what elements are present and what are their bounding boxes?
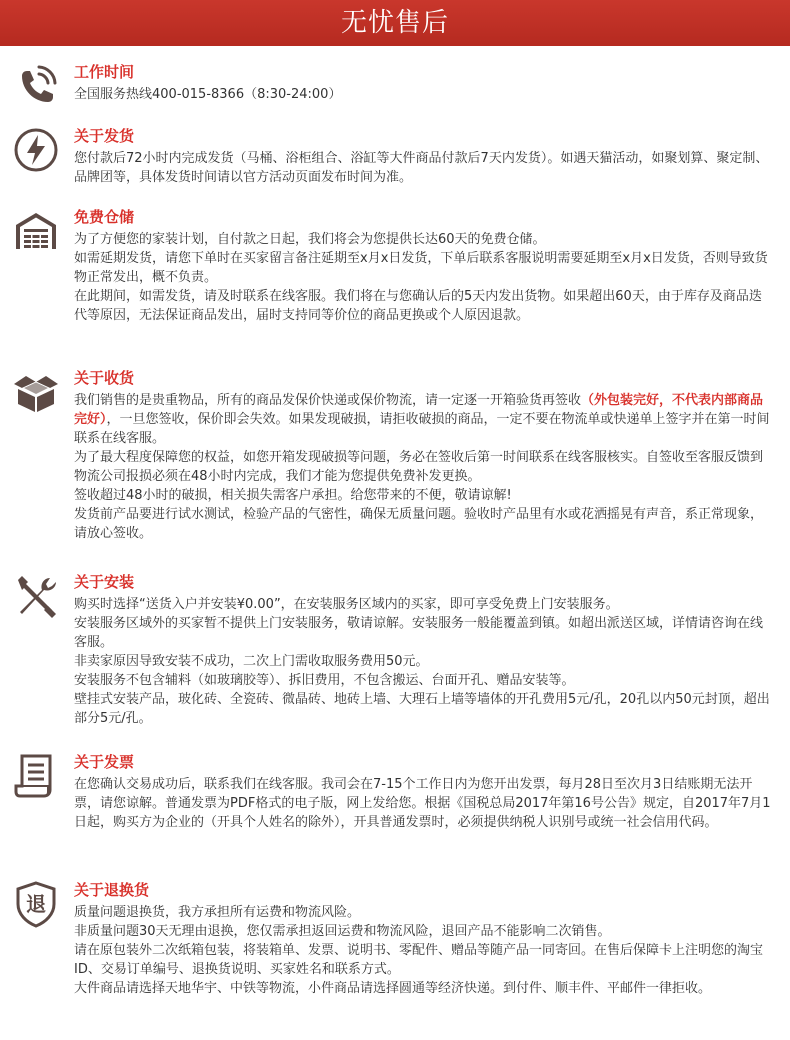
return-shield-icon [12,880,60,928]
section-title: 关于退换货 [74,881,150,899]
lightning-icon [12,126,60,174]
section-paragraph: 大件商品请选择天地华宇、中铁等物流，小件商品请选择圆通等经济快递。到付件、顺丰件、平邮件一律拒收。 [74,981,712,996]
banner-title: 无忧售后 [340,8,449,38]
section-paragraph: 全国服务热线400-015-8366（8:30-24:00） [74,87,342,102]
section-paragraph: 您付款后72小时内完成发货（马桶、浴柜组合、浴缸等大件商品付款后7天内发货）。如遇天猫活动，如聚划算、聚定制、品牌团等，具体发货时间请以官方活动页面发布时间为准。 [74,151,769,185]
section-content [74,62,772,104]
box-icon [12,368,60,416]
section-paragraph: 壁挂式安装产品，玻化砖、全瓷砖、微晶砖、地砖上墙、大理石上墙等墙体的开孔费用5元/孔，20孔以内50元封顶，超出部分5元/孔。 [74,692,770,726]
section-paragraph [74,391,772,448]
section-paragraph: 在您确认交易成功后，联系我们在线客服。我司会在7-15个工作日内为您开出发票，每月28日至次月3日结账期无法开票，请您谅解。普通发票为PDF格式的电子版，网上发给您。根据《国税总局2017年第16号公告》规定，自2017年7月1日起，购买方为企业的（开具个人姓名的除外），开具普通发票时，必须提供纳税人识别号或统一社会信用代码。 [74,777,771,830]
section-title: 关于发票 [74,753,135,771]
paragraph-text: ，一旦您签收，保价即会失效。如果发现破损，请拒收破损的商品，一定不要在物流单或快递单上签字并在第一时间联系在线客服。 [74,412,770,446]
section-title: 关于安装 [74,573,135,591]
section-paragraph: 非质量问题30天无理由退换，您仅需承担返回运费和物流风险，退回产品不能影响二次销售。 [74,924,611,939]
section-content [74,572,772,728]
section-content [74,368,772,543]
section-content [74,207,772,325]
section-content [74,880,772,998]
section-paragraph: 为了方便您的家装计划，自付款之日起，我们将会为您提供长达60天的免费仓储。 [74,232,546,247]
highlight-text: （外包装完好，不代表内部商品完好） [74,393,764,427]
section-title: 免费仓储 [74,208,135,226]
section-paragraph: 购买时选择“送货入户并安装¥0.00”，在安装服务区域内的买家，即可享受免费上门安装服务。 [74,597,619,612]
section-paragraph: 安装服务区域外的买家暂不提供上门安装服务，敬请谅解。安装服务一般能覆盖到镇。如超出派送区域，详情请咨询在线客服。 [74,616,764,650]
section-title: 关于发货 [74,127,135,145]
section-paragraph: 非卖家原因导致安装不成功，二次上门需收取服务费用50元。 [74,654,429,669]
warehouse-icon [12,207,60,255]
section-paragraph: 质量问题退换货，我方承担所有运费和物流风险。 [74,905,361,920]
section-paragraph: 在此期间，如需发货，请及时联系在线客服。我们将在与您确认后的5天内发出货物。如果超出60天，由于库存及商品迭代等原因，无法保证商品发出，届时支持同等价位的商品更换或个人原因退款。 [74,289,762,323]
section-paragraph: 发货前产品要进行试水测试，检验产品的气密性，确保无质量问题。验收时产品里有水或花洒摇晃有声音，系正常现象，请放心签收。 [74,507,764,541]
phone-icon [12,62,60,110]
section-title: 关于收货 [74,369,135,387]
section-paragraph: 为了最大程度保障您的权益，如您开箱发现破损等问题，务必在签收后第一时间联系在线客服核实。自签收至客服反馈到物流公司报损必须在48小时内完成，我们才能为您提供免费补发更换。 [74,450,764,484]
tools-icon [12,572,60,620]
section-paragraph: 签收超过48小时的破损，相关损失需客户承担。给您带来的不便，敬请谅解! [74,488,512,503]
section-paragraph: 安装服务不包含辅料（如玻璃胶等）、拆旧费用，不包含搬运、台面开孔、赠品安装等。 [74,673,575,688]
section-paragraph: 如需延期发货，请您下单时在买家留言备注延期至x月x日发货，下单后联系客服说明需要延期至x月x日发货，否则导致货物正常发出，概不负责。 [74,251,768,285]
paragraph-text: 我们销售的是贵重物品，所有的商品发保价快递或保价物流，请一定逐一开箱验货再签收 [74,393,582,408]
section-content [74,126,772,187]
page-banner [0,0,790,46]
section-title: 工作时间 [74,63,135,81]
section-content [74,752,772,832]
return-icon-glyph: 退 [26,892,46,916]
invoice-icon [12,752,60,800]
section-paragraph: 请在原包装外二次纸箱包装，将装箱单、发票、说明书、零配件、赠品等随产品一同寄回。在售后保障卡上注明您的淘宝ID、交易订单编号、退换货说明、买家姓名和联系方式。 [74,943,764,977]
